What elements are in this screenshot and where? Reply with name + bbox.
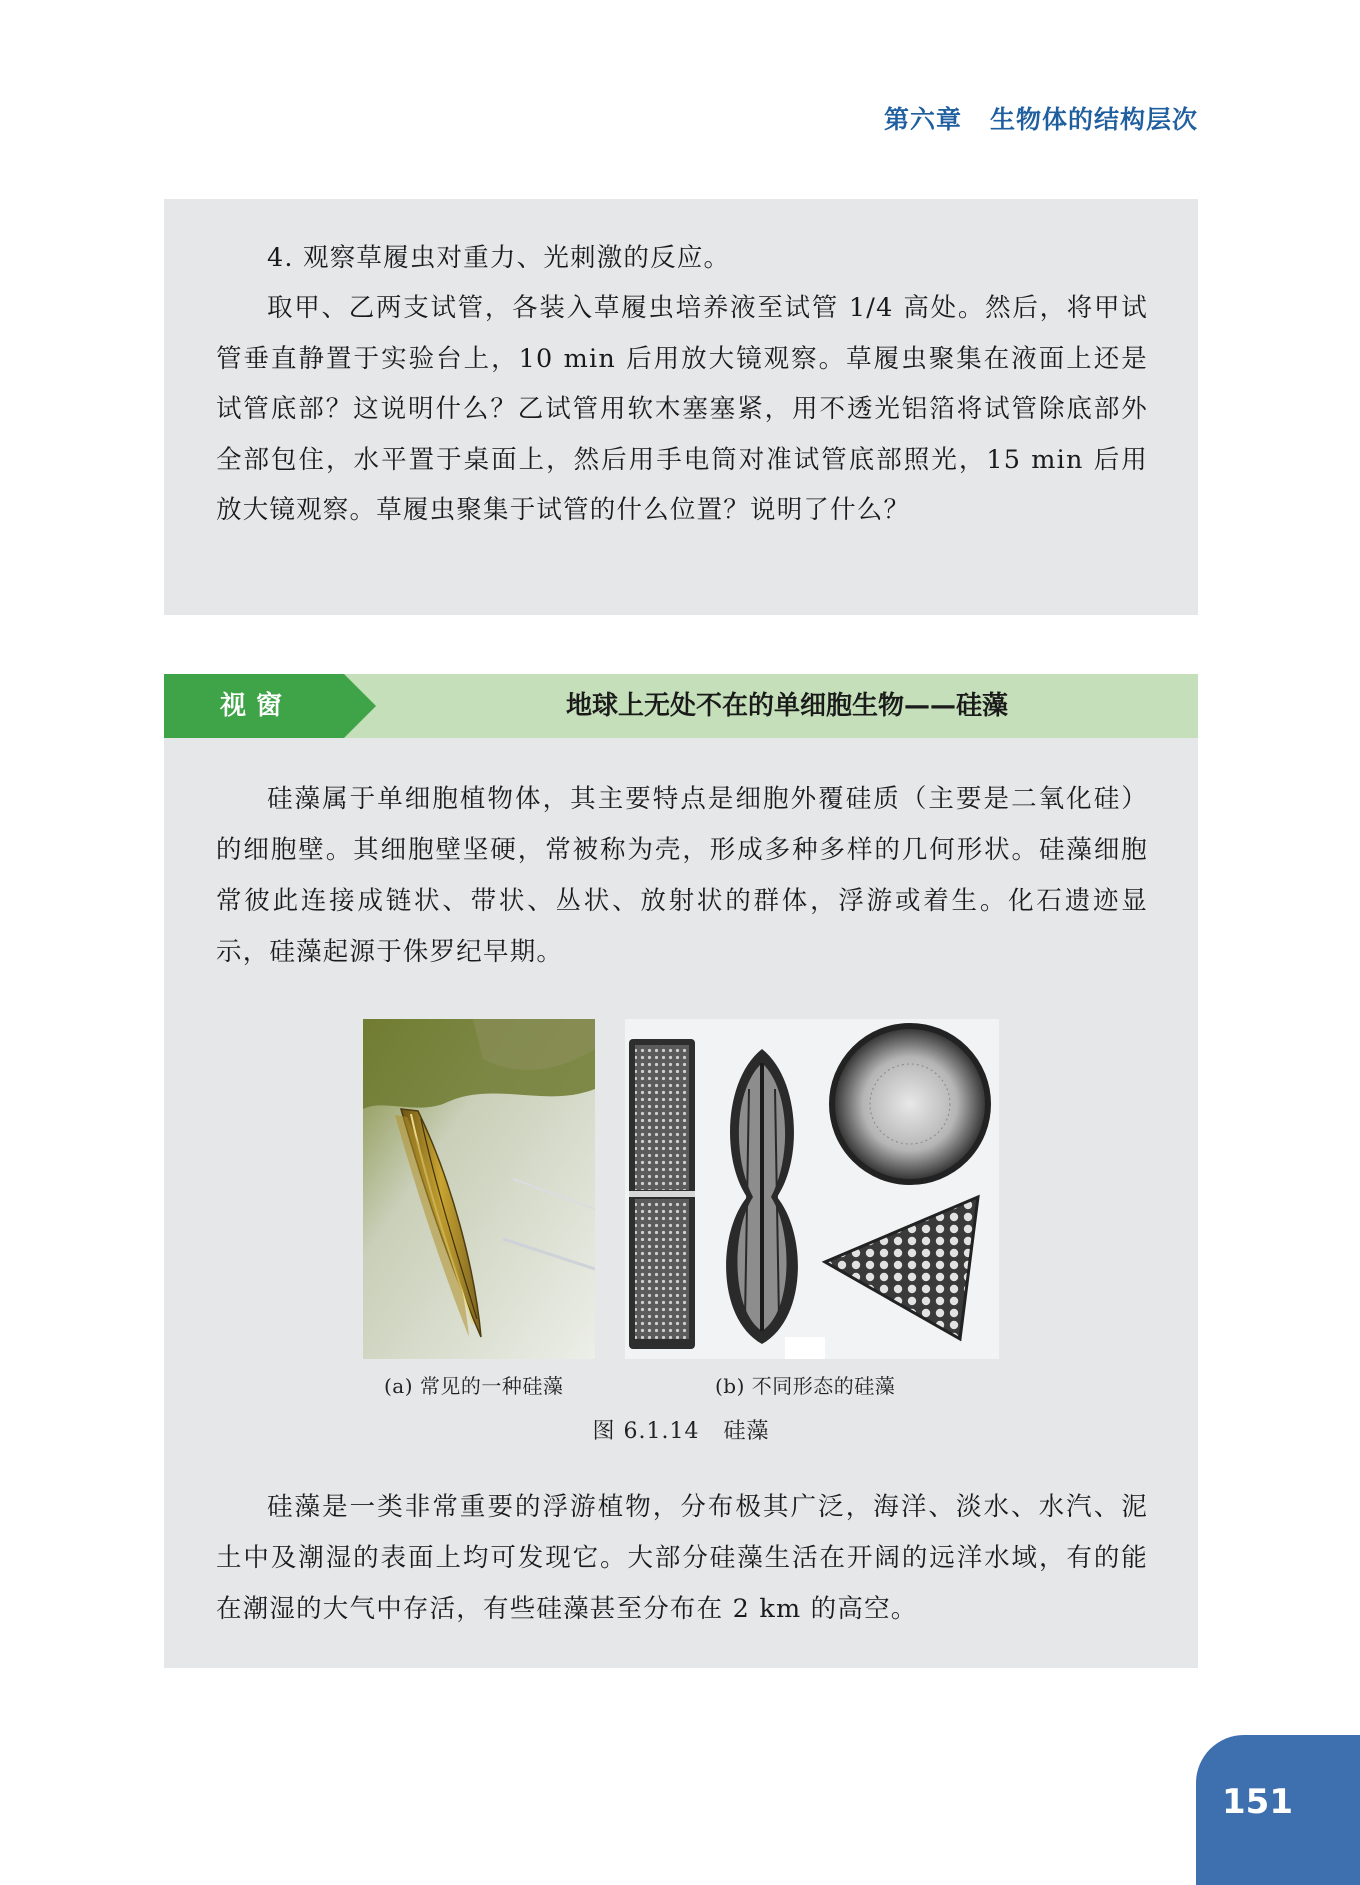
activity-body: 取甲、乙两支试管，各装入草履虫培养液至试管 1/4 高处。然后，将甲试管垂直静置于实验台上，10 min 后用放大镜观察。草履虫聚集在液面上还是试管底部？这说明什么？乙试管用软木塞塞紧，用不透光铝箔将试管除底部外全部包住，水平置于桌面上，然后用手电筒对准试管底部照光，15 min 后用放大镜观察。草履虫聚集于试管的什么位置？说明了什么？ (216, 293, 1148, 525)
window-paragraph-2: 硅藻是一类非常重要的浮游植物，分布极其广泛，海洋、淡水、水汽、泥土中及潮湿的表面上均可发现它。大部分硅藻生活在开阔的远洋水域，有的能在潮湿的大气中存活，有些硅藻甚至分布在 2 km 的高空。 (216, 1492, 1148, 1624)
page-number: 151 (1222, 1782, 1293, 1822)
diatom-photo-a (363, 1019, 595, 1359)
window-box (164, 674, 1198, 1668)
figure-number: 图 6.1.14 (592, 1419, 700, 1444)
caption-b: (b) 不同形态的硅藻 (715, 1374, 896, 1398)
activity-heading: 4. 观察草履虫对重力、光刺激的反应。 (267, 243, 731, 273)
window-header (164, 674, 1198, 738)
pennate-diatom-image (363, 1019, 595, 1359)
window-paragraph-1: 硅藻属于单细胞植物体，其主要特点是细胞外覆硅质（主要是二氧化硅）的细胞壁。其细胞壁坚硬，常被称为壳，形成多种多样的几何形状。硅藻细胞常彼此连接成链状、带状、丛状、放射状的群体，浮游或着生。化石遗迹显示，硅藻起源于侏罗纪早期。 (216, 784, 1148, 967)
chapter-title: 生物体的结构层次 (989, 105, 1198, 134)
diatom-shapes-image (625, 1019, 999, 1359)
activity-box (164, 199, 1198, 615)
chapter-header (884, 100, 1198, 136)
window-tag-label: 视窗 (220, 691, 293, 721)
chapter-number: 第六章 (883, 105, 962, 134)
diatom-photo-b (625, 1019, 999, 1359)
page-number-tab (1196, 1735, 1360, 1885)
caption-a: (a) 常见的一种硅藻 (384, 1374, 564, 1398)
figure-label (164, 1414, 1198, 1445)
figure-title: 硅藻 (723, 1419, 770, 1444)
window-title: 地球上无处不在的单细胞生物——硅藻 (565, 691, 1008, 721)
